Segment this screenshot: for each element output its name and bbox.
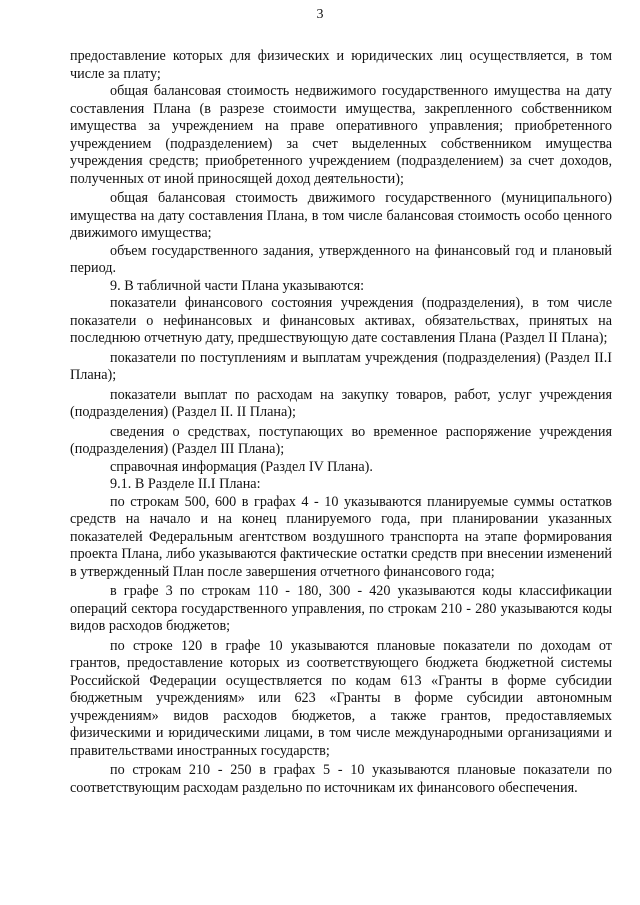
page-number: 3 <box>316 7 324 22</box>
paragraph-11: 9.1. В Разделе II.I Плана: <box>110 476 261 492</box>
paragraph-3: общая балансовая стоимость движимого государственного (муниципального) имущества на дату составления Плана, в том числе балансовая стоимость особо ценного движимого имущества; <box>70 190 612 241</box>
paragraph-1: предоставление которых для физических и юридических лиц осуществляется, в том числе за плату; <box>70 48 612 82</box>
document-body <box>70 48 612 797</box>
paragraph-13: в графе 3 по строкам 110 - 180, 300 - 420 указываются коды классификации операций сектора государственного управления, по строкам 210 - 280 указываются коды видов расходов бюджетов; <box>70 583 612 634</box>
paragraph-15: по строкам 210 - 250 в графах 5 - 10 указываются плановые показатели по соответствующим расходам раздельно по источникам их финансового обеспечения. <box>70 762 612 796</box>
paragraph-5: 9. В табличной части Плана указываются: <box>110 277 365 294</box>
paragraph-8: показатели выплат по расходам на закупку товаров, работ, услуг учреждения (подразделения) (Раздел II. II Плана); <box>70 386 612 420</box>
paragraph-10: справочная информация (Раздел IV Плана). <box>110 458 373 475</box>
paragraph-6: показатели финансового состояния учреждения (подразделения), в том числе показатели о нефинансовых и финансовых активах, обязательствах, принятых на последнюю отчетную дату, предшествующую дате составления Плана (Раздел II Плана); <box>70 295 612 346</box>
paragraph-7: показатели по поступлениям и выплатам учреждения (подразделения) (Раздел II.I Плана); <box>70 349 612 383</box>
paragraph-9: сведения о средствах, поступающих во временное распоряжение учреждения (подразделения) (Раздел III Плана); <box>70 423 612 457</box>
paragraph-2: общая балансовая стоимость недвижимого государственного имущества на дату составления Плана (в разрезе стоимости имущества, закрепленного собственником имущества за учреждением на праве оперативного управления; приобретенного учреждением (подразделением) за счет выделенных собственником имущества учреждения средств; приобретенного учреждением (подразделением) за счет доходов, полученных от иной приносящей доход деятельности); <box>70 83 612 187</box>
paragraph-4: объем государственного задания, утвержденного на финансовый год и плановый период. <box>70 242 612 276</box>
paragraph-12: по строкам 500, 600 в графах 4 - 10 указываются планируемые суммы остатков средств на начало и на конец планируемого года, при планировании указанных показателей Федеральным агентством воздушного транспорта на этапе формирования проекта Плана, либо указываются фактические остатки средств при внесении изменений в утвержденный План после завершения отчетного финансового года; <box>70 493 612 580</box>
paragraph-14: по строке 120 в графе 10 указываются плановые показатели по доходам от грантов, предоставление которых из соответствующего бюджета бюджетной системы Российской Федерации осуществляется по кодам 613 «Гранты в форме субсидии бюджетным учреждениям» или 623 «Гранты в форме субсидии автономным учреждениям» видов расходов бюджетов, а также грантов, предоставляемых физическими и юридическими лицами, в том числе международными организациями и правительствами иностранных государств; <box>70 637 612 759</box>
